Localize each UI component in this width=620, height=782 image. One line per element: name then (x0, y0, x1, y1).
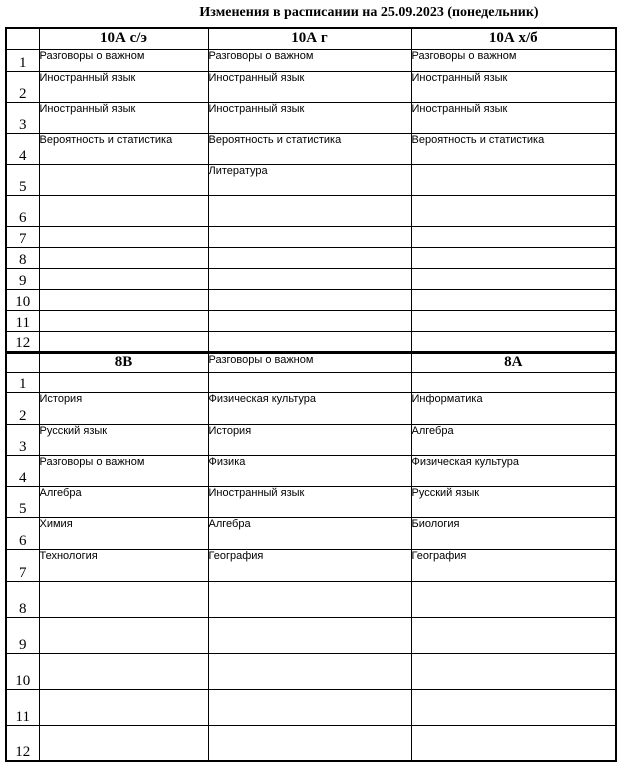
lesson-cell (39, 617, 208, 653)
lesson-cell (411, 164, 616, 195)
lesson-row (6, 164, 616, 195)
class-header: 10А х/б (411, 28, 616, 49)
lesson-cell (411, 195, 616, 226)
lesson-cell: Иностранный язык (411, 71, 616, 102)
lesson-cell: Иностранный язык (208, 486, 411, 517)
lesson-cell (39, 331, 208, 352)
lesson-cell: Разговоры о важном (39, 455, 208, 486)
lesson-cell (208, 653, 411, 689)
lesson-row (6, 310, 616, 331)
lesson-row (6, 195, 616, 226)
lesson-cell (39, 689, 208, 725)
lesson-cell (411, 725, 616, 761)
lesson-cell (39, 195, 208, 226)
class-header: 10А г (208, 28, 411, 49)
lesson-cell (411, 372, 616, 392)
lesson-cell (411, 653, 616, 689)
lesson-row (6, 372, 616, 392)
lesson-cell (208, 289, 411, 310)
lesson-cell (411, 289, 616, 310)
lesson-row (6, 392, 616, 424)
lesson-cell (39, 372, 208, 392)
lesson-cell: Разговоры о важном (39, 49, 208, 71)
lesson-cell (39, 226, 208, 247)
header-corner (6, 352, 39, 372)
lesson-cell: Литература (208, 164, 411, 195)
lesson-cell: Биология (411, 517, 616, 549)
lesson-row (6, 247, 616, 268)
lesson-cell (411, 617, 616, 653)
lesson-number: 6 (6, 517, 39, 549)
lesson-number: 6 (6, 195, 39, 226)
header-corner (6, 28, 39, 49)
schedule-table (5, 27, 617, 762)
lesson-number: 10 (6, 653, 39, 689)
lesson-cell (208, 581, 411, 617)
page-title: Изменения в расписании на 25.09.2023 (понедельник) (199, 5, 539, 20)
lesson-number: 9 (6, 617, 39, 653)
lesson-number: 1 (6, 49, 39, 71)
lesson-number: 2 (6, 392, 39, 424)
lesson-row (6, 268, 616, 289)
lesson-row (6, 725, 616, 761)
lesson-row (6, 49, 616, 71)
lesson-cell: Технология (39, 549, 208, 581)
lesson-cell (208, 689, 411, 725)
lesson-row (6, 133, 616, 164)
lesson-cell (39, 289, 208, 310)
lesson-cell (39, 247, 208, 268)
lesson-cell (208, 247, 411, 268)
class-header: 8А (411, 352, 616, 372)
lesson-cell: Иностранный язык (39, 102, 208, 133)
lesson-number: 4 (6, 133, 39, 164)
lesson-cell (208, 617, 411, 653)
lesson-cell: Вероятность и статистика (411, 133, 616, 164)
lesson-row (6, 617, 616, 653)
lesson-cell (411, 310, 616, 331)
lesson-number: 5 (6, 486, 39, 517)
lesson-number: 7 (6, 549, 39, 581)
lesson-cell (411, 247, 616, 268)
lesson-number: 9 (6, 268, 39, 289)
lesson-cell: Иностранный язык (208, 71, 411, 102)
lesson-number: 11 (6, 310, 39, 331)
lesson-row (6, 455, 616, 486)
lesson-cell: Химия (39, 517, 208, 549)
lesson-cell: История (39, 392, 208, 424)
lesson-row (6, 289, 616, 310)
lesson-cell: Русский язык (411, 486, 616, 517)
lesson-cell: География (208, 549, 411, 581)
lesson-number: 4 (6, 455, 39, 486)
header-row-top (6, 28, 616, 49)
lesson-number: 3 (6, 102, 39, 133)
lesson-cell: Физическая культура (411, 455, 616, 486)
lesson-cell (208, 268, 411, 289)
lesson-row (6, 653, 616, 689)
lesson-cell (208, 372, 411, 392)
lesson-cell (39, 268, 208, 289)
lesson-cell (208, 310, 411, 331)
lesson-number: 2 (6, 71, 39, 102)
header-row-bottom (6, 352, 616, 372)
lesson-cell: Физическая культура (208, 392, 411, 424)
lesson-cell (411, 226, 616, 247)
lesson-number: 10 (6, 289, 39, 310)
lesson-cell: Иностранный язык (411, 102, 616, 133)
lesson-row (6, 71, 616, 102)
lesson-number: 12 (6, 331, 39, 352)
lesson-number: 3 (6, 424, 39, 455)
lesson-cell: Вероятность и статистика (39, 133, 208, 164)
lesson-row (6, 331, 616, 352)
lesson-cell: Русский язык (39, 424, 208, 455)
lesson-cell: Физика (208, 455, 411, 486)
lesson-row (6, 424, 616, 455)
lesson-cell: Разговоры о важном (411, 49, 616, 71)
lesson-row (6, 549, 616, 581)
lesson-cell: Разговоры о важном (208, 352, 411, 372)
lesson-cell (411, 268, 616, 289)
lesson-row (6, 689, 616, 725)
class-header: 8В (39, 352, 208, 372)
lesson-cell (39, 164, 208, 195)
lesson-cell: История (208, 424, 411, 455)
lesson-cell: Информатика (411, 392, 616, 424)
lesson-cell (39, 653, 208, 689)
lesson-cell (39, 725, 208, 761)
lesson-cell: Алгебра (39, 486, 208, 517)
lesson-number: 11 (6, 689, 39, 725)
lesson-number: 1 (6, 372, 39, 392)
lesson-row (6, 517, 616, 549)
lesson-cell: Вероятность и статистика (208, 133, 411, 164)
lesson-cell (208, 725, 411, 761)
class-header: 10А с/э (39, 28, 208, 49)
lesson-row (6, 486, 616, 517)
lesson-cell (411, 689, 616, 725)
lesson-row (6, 102, 616, 133)
lesson-number: 8 (6, 581, 39, 617)
lesson-cell: Алгебра (411, 424, 616, 455)
lesson-cell: Иностранный язык (208, 102, 411, 133)
lesson-number: 5 (6, 164, 39, 195)
lesson-cell (208, 195, 411, 226)
lesson-number: 8 (6, 247, 39, 268)
lesson-cell (39, 310, 208, 331)
lesson-cell: Иностранный язык (39, 71, 208, 102)
lesson-number: 7 (6, 226, 39, 247)
lesson-row (6, 581, 616, 617)
lesson-number: 12 (6, 725, 39, 761)
lesson-row (6, 226, 616, 247)
lesson-cell (411, 581, 616, 617)
lesson-cell (39, 581, 208, 617)
lesson-cell: География (411, 549, 616, 581)
lesson-cell: Разговоры о важном (208, 49, 411, 71)
lesson-cell (411, 331, 616, 352)
lesson-cell (208, 331, 411, 352)
lesson-cell: Алгебра (208, 517, 411, 549)
lesson-cell (208, 226, 411, 247)
